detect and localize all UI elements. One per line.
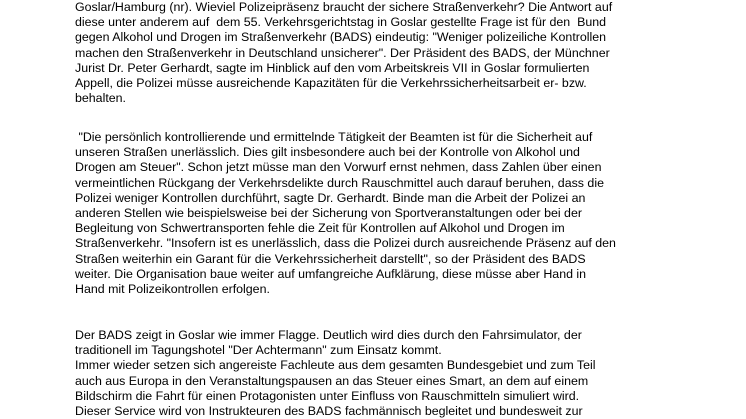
paragraph-simulator: Der BADS zeigt in Goslar wie immer Flagge. Deutlich wird dies durch den Fahrsimulator, der traditionell im Tagungshotel "Der Achtermann" zum Einsatz kommt. Immer wieder setzen sich angereiste Fachleute aus dem gesamten Bundesgebiet und zum Teil auch aus Europa in den Veranstaltungspausen an das Steuer eines Smart, an dem auf einem Bildschirm die Fahrt für einen Protagonisten unter Einfluss von Rauschmitteln simuliert wird. Dieser Service wird von Instrukteuren des BADS fachmännisch begleitet und bundesweit zur <box>75 328 596 419</box>
paragraph-intro: Goslar/Hamburg (nr). Wieviel Polizeipräsenz braucht der sichere Straßenverkehr? Die Antwort auf diese unter anderem auf dem 55. Verkehrsgerichtstag in Goslar gestellte Frage ist für den Bund gegen Alkohol und Drogen im Straßenverkehr (BADS) eindeutig: "Weniger polizeiliche Kontrollen machen den Straßenverkehr in Deutschland unsicherer". Der Präsident des BADS, der Münchner Jurist Dr. Peter Gerhardt, sagte im Hinblick auf den vom Arbeitskreis VII in Goslar formulierten Appell, die Polizei müsse ausreichende Kapazitäten für die Verkehrssicherheitsarbeit er- bzw. behalten. <box>75 0 613 106</box>
paragraph-quote: "Die persönlich kontrollierende und ermittelnde Tätigkeit der Beamten ist für die Sicherheit auf unseren Straßen unerlässlich. Dies gilt insbesondere auch bei der Kontrolle von Alkohol und Drogen am Steuer". Schon jetzt müsse man den Vorwurf ernst nehmen, dass Zahlen über einen vermeintlichen Rückgang der Verkehrsdelikte durch Rauschmittel auch darauf beruhen, dass die Polizei weniger Kontrollen durchführt, sagte Dr. Gerhardt. Binde man die Arbeit der Polizei an anderen Stellen wie beispielsweise bei der Sicherung von Sportveranstaltungen oder bei der Begleitung von Schwertransporten fehle die Zeit für Kontrollen auf Alkohol und Drogen im Straßenverkehr. "Insofern ist es unerlässlich, dass die Polizei durch ausreichende Präsenz auf den Straßen weiterhin ein Garant für die Verkehrssicherheit darstellt", so der Präsident des BADS weiter. Die Organisation baue weiter auf umfangreiche Aufklärung, diese müsse aber Hand in Hand mit Polizeikontrollen erfolgen. <box>75 130 616 297</box>
